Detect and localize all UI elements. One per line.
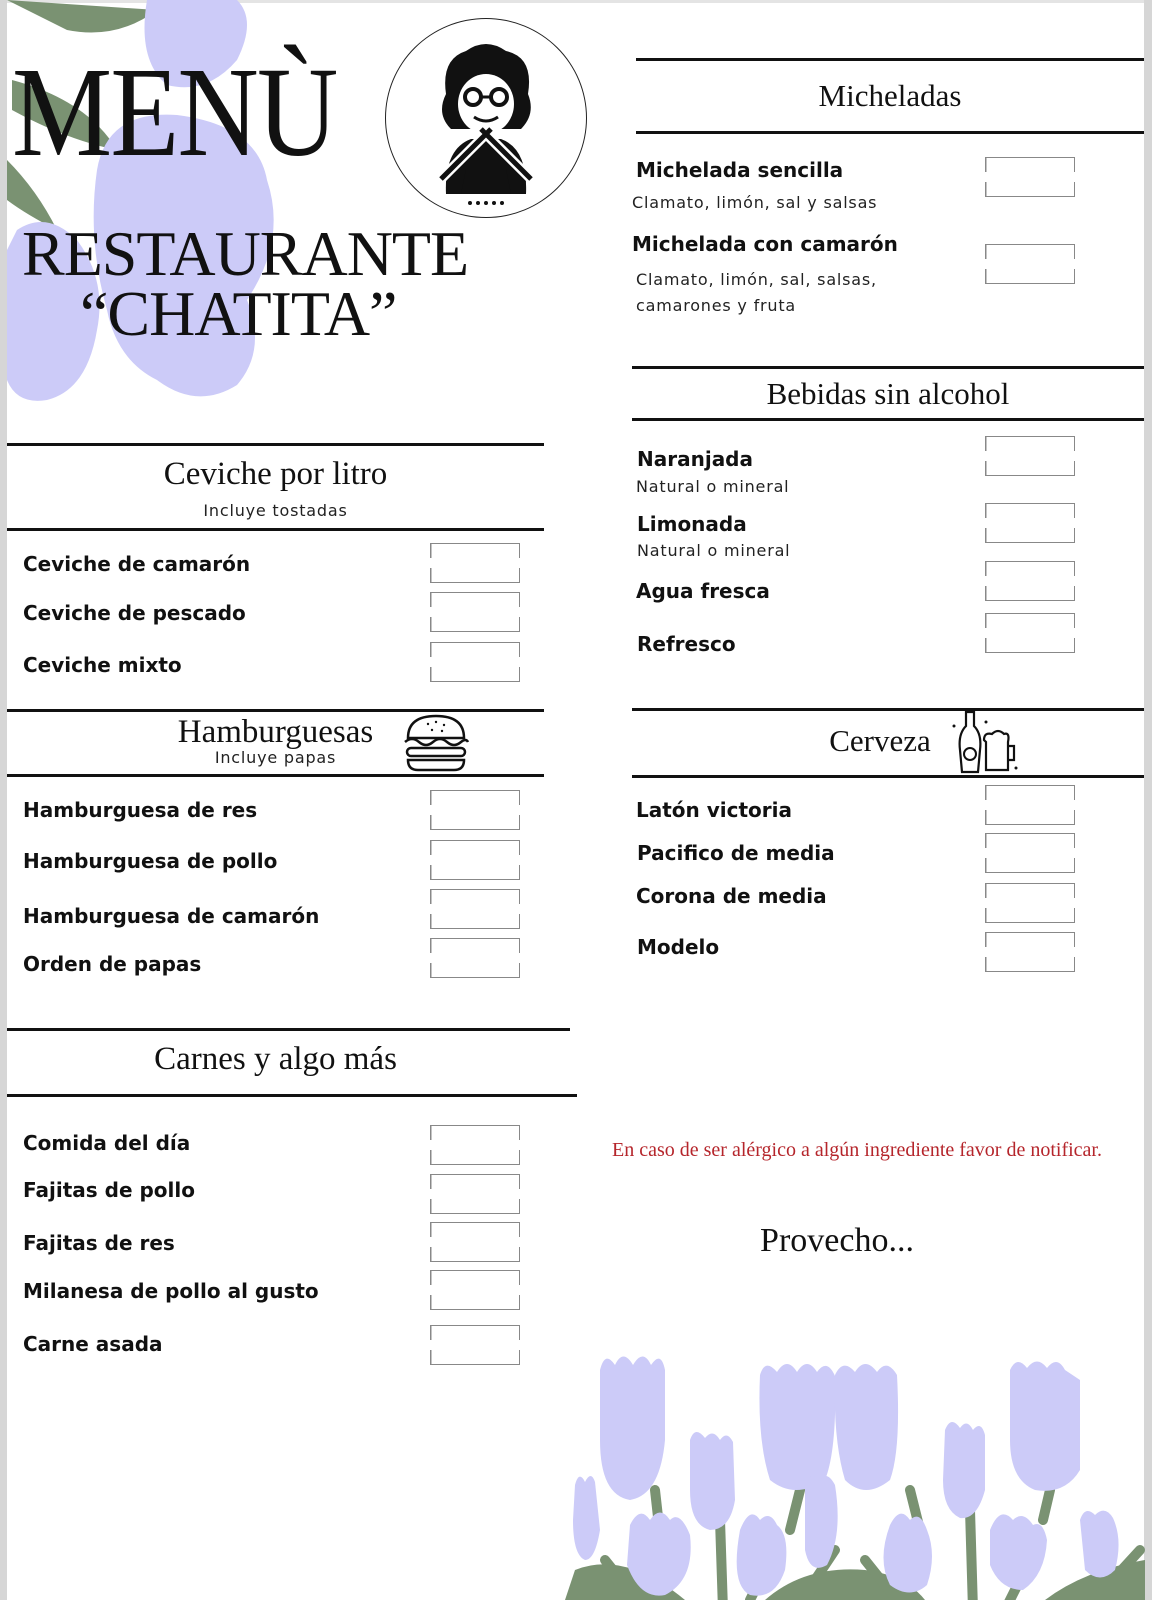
menu-item: Fajitas de res: [23, 1231, 175, 1255]
section-subtitle-hamburguesas: Incluye papas: [214, 748, 337, 767]
menu-item: Hamburguesa de pollo: [23, 849, 278, 873]
menu-item: Corona de media: [636, 884, 827, 908]
restaurant-logo: [385, 18, 587, 218]
menu-item: Ceviche de camarón: [23, 552, 251, 576]
section-rule: [7, 1094, 577, 1097]
page-edge-right: [1144, 0, 1152, 1600]
menu-item: Limonada: [637, 512, 747, 536]
price-box: [430, 889, 520, 929]
item-description: Natural o mineral: [637, 541, 791, 560]
section-subtitle-ceviche: Incluye tostadas: [203, 501, 348, 520]
price-box: [985, 833, 1075, 873]
item-description: Clamato, limón, sal y salsas: [632, 193, 878, 212]
menu-item: Ceviche de pescado: [23, 601, 246, 625]
price-box: [985, 561, 1075, 601]
price-box: [985, 436, 1075, 476]
menu-item: Agua fresca: [636, 579, 770, 603]
section-rule: [7, 528, 544, 531]
price-box: [430, 1174, 520, 1214]
price-box: [985, 932, 1075, 972]
section-rule: [636, 131, 1144, 134]
menu-item: Naranjada: [637, 447, 753, 471]
price-box: [430, 790, 520, 830]
menu-item: Fajitas de pollo: [23, 1178, 195, 1202]
tulip-decoration-bottom-right-icon: [565, 1320, 1145, 1600]
menu-item: Refresco: [637, 632, 736, 656]
section-rule: [7, 443, 544, 446]
price-box: [430, 1222, 520, 1262]
menu-item: Michelada con camarón: [632, 232, 898, 256]
menu-item: Modelo: [637, 935, 720, 959]
menu-item: Michelada sencilla: [636, 158, 844, 182]
woman-cook-with-utensils-icon: [386, 19, 586, 217]
section-title-ceviche: Ceviche por litro: [163, 456, 388, 492]
menu-item: Comida del día: [23, 1131, 191, 1155]
price-box: [430, 1125, 520, 1165]
section-rule: [636, 58, 1144, 61]
price-box: [985, 157, 1075, 197]
price-box: [430, 1325, 520, 1365]
section-title-carnes: Carnes y algo más: [154, 1041, 397, 1077]
menu-item: Latón victoria: [636, 798, 793, 822]
restaurant-label: RESTAURANTE: [22, 218, 469, 289]
beer-bottle-and-mug-icon: [946, 710, 1020, 776]
section-title-hamburguesas: Hamburguesas: [177, 714, 374, 750]
section-title-cerveza: Cerveza: [829, 723, 931, 758]
section-title-bebidas: Bebidas sin alcohol: [766, 376, 1010, 411]
restaurant-name: “CHATITA”: [80, 278, 397, 349]
item-description: Clamato, limón, sal, salsas,: [636, 270, 877, 289]
price-box: [430, 840, 520, 880]
section-rule: [632, 366, 1144, 369]
section-title-micheladas: Micheladas: [818, 78, 962, 113]
burger-icon: [402, 712, 470, 774]
price-box: [985, 883, 1075, 923]
menu-item: Orden de papas: [23, 952, 202, 976]
menu-item: Hamburguesa de res: [23, 798, 258, 822]
price-box: [430, 1270, 520, 1310]
price-box: [985, 503, 1075, 543]
section-rule: [7, 1028, 570, 1031]
menu-item: Pacifico de media: [637, 841, 835, 865]
menu-item: Ceviche mixto: [23, 653, 182, 677]
menu-title: MENÙ: [12, 41, 337, 183]
price-box: [430, 592, 520, 632]
section-rule: [632, 775, 1144, 778]
item-description: camarones y fruta: [636, 296, 796, 315]
menu-item: Milanesa de pollo al gusto: [23, 1279, 319, 1303]
price-box: [430, 543, 520, 583]
menu-item: Hamburguesa de camarón: [23, 904, 320, 928]
price-box: [985, 785, 1075, 825]
section-rule: [632, 418, 1144, 421]
price-box: [430, 938, 520, 978]
price-box: [985, 613, 1075, 653]
price-box: [430, 642, 520, 682]
closing-text: Provecho...: [760, 1222, 914, 1259]
page-edge-left: [0, 0, 7, 1600]
price-box: [985, 244, 1075, 284]
section-rule: [7, 774, 544, 777]
allergy-notice: En caso de ser alérgico a algún ingrediente favor de notificar.: [612, 1139, 1102, 1161]
item-description: Natural o mineral: [636, 477, 790, 496]
menu-item: Carne asada: [23, 1332, 163, 1356]
section-rule: [632, 708, 1144, 711]
